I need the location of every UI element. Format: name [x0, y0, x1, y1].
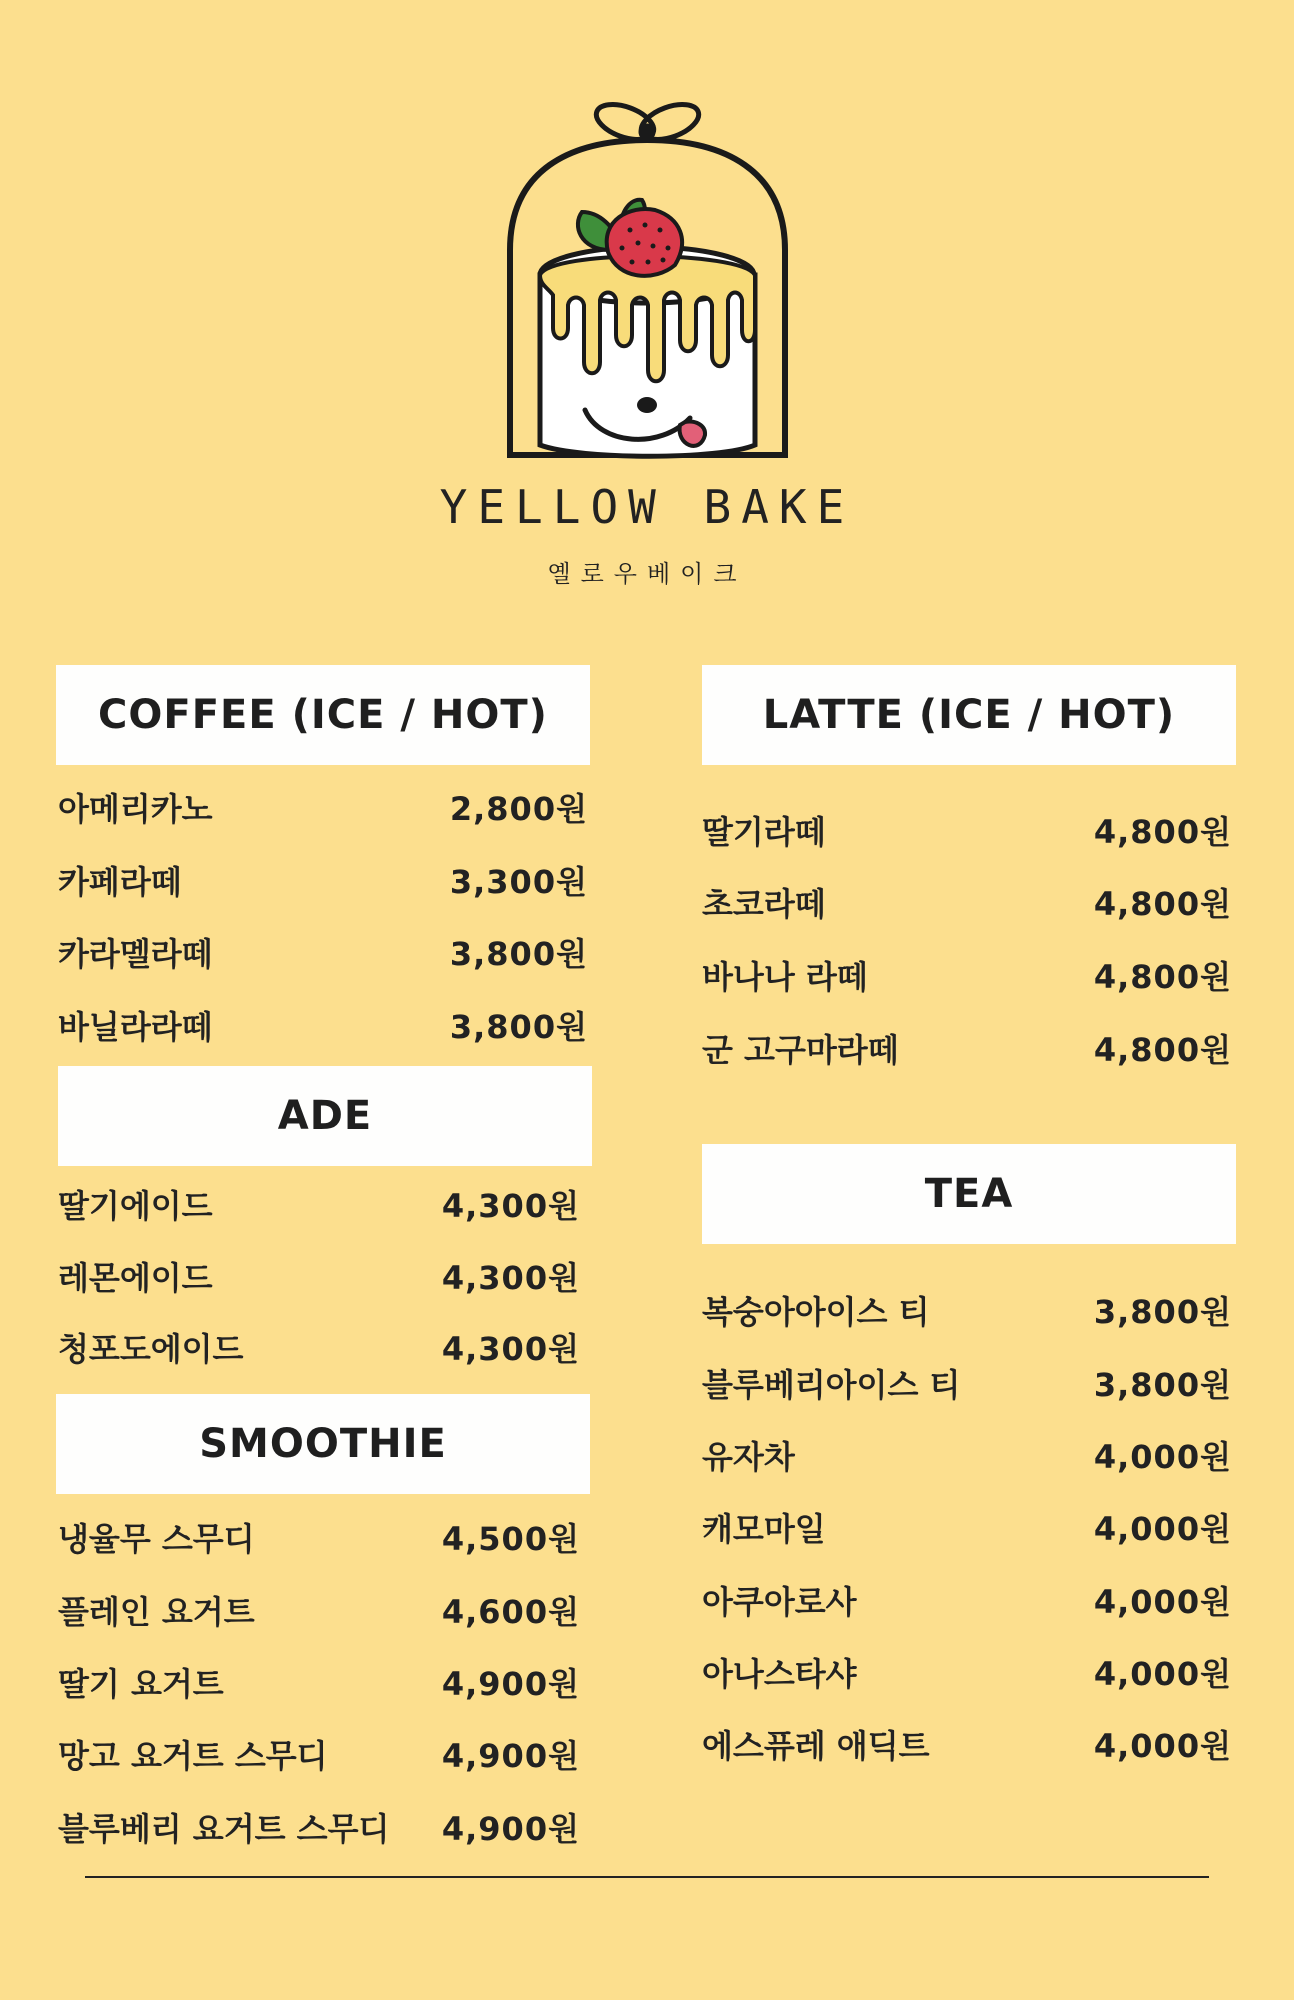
menu-item — [58, 1660, 580, 1704]
menu-item — [702, 1026, 1232, 1070]
menu-item — [58, 785, 588, 829]
item-name: 냉율무 스무디 — [58, 1520, 255, 1558]
brand-name: YELLOW BAKE — [439, 480, 855, 534]
item-price: 3,800원 — [449, 1008, 588, 1046]
item-price: 4,000원 — [1093, 1438, 1232, 1476]
item-price: 4,800원 — [1093, 1031, 1232, 1069]
tea-header: TEA — [702, 1144, 1236, 1244]
item-price: 4,800원 — [1093, 885, 1232, 923]
item-price: 4,000원 — [1093, 1510, 1232, 1548]
item-name: 플레인 요거트 — [58, 1593, 255, 1631]
menu-item — [702, 953, 1232, 997]
menu-item — [702, 808, 1232, 852]
item-price: 4,300원 — [441, 1259, 580, 1297]
footer-divider — [85, 1876, 1209, 1878]
item-price: 2,800원 — [449, 790, 588, 828]
item-name: 카페라떼 — [58, 863, 182, 901]
item-name: 딸기라떼 — [702, 813, 826, 851]
menu-item — [58, 1732, 580, 1776]
item-price: 4,300원 — [441, 1187, 580, 1225]
item-name: 망고 요거트 스무디 — [58, 1737, 328, 1775]
menu-item — [702, 1288, 1232, 1332]
item-price: 4,800원 — [1093, 958, 1232, 996]
item-name: 청포도에이드 — [58, 1330, 244, 1368]
item-price: 4,800원 — [1093, 813, 1232, 851]
menu-item — [58, 858, 588, 902]
item-price: 4,000원 — [1093, 1583, 1232, 1621]
item-name: 유자차 — [702, 1438, 795, 1476]
menu-item — [702, 1650, 1232, 1694]
menu-item — [58, 1182, 580, 1226]
item-name: 캐모마일 — [702, 1510, 826, 1548]
item-name: 에스퓨레 애딕트 — [702, 1727, 930, 1765]
item-price: 4,900원 — [441, 1665, 580, 1703]
menu-item — [702, 880, 1232, 924]
item-price: 4,000원 — [1093, 1655, 1232, 1693]
item-price: 4,900원 — [441, 1737, 580, 1775]
item-name: 블루베리아이스 티 — [702, 1366, 961, 1404]
item-name: 아쿠아로사 — [702, 1583, 857, 1621]
menu-item — [702, 1433, 1232, 1477]
item-name: 군 고구마라떼 — [702, 1031, 899, 1069]
item-price: 4,900원 — [441, 1810, 580, 1848]
item-name: 초코라떼 — [702, 885, 826, 923]
item-price: 3,800원 — [449, 935, 588, 973]
item-name: 딸기 요거트 — [58, 1665, 224, 1703]
brand-name-korean: 옐로우베이크 — [547, 560, 747, 588]
smoothie-header: SMOOTHIE — [56, 1394, 590, 1494]
latte-header: LATTE (ICE / HOT) — [702, 665, 1236, 765]
menu-item — [702, 1578, 1232, 1622]
menu-item — [58, 1805, 580, 1849]
strawberry-icon — [607, 209, 682, 276]
ade-header: ADE — [58, 1066, 592, 1166]
coffee-header: COFFEE (ICE / HOT) — [56, 665, 590, 765]
item-name: 레몬에이드 — [58, 1259, 213, 1297]
item-price: 3,800원 — [1093, 1366, 1232, 1404]
item-name: 복숭아아이스 티 — [702, 1293, 930, 1331]
item-price: 4,600원 — [441, 1593, 580, 1631]
item-name: 딸기에이드 — [58, 1187, 213, 1225]
item-name: 카라멜라떼 — [58, 935, 213, 973]
item-price: 3,800원 — [1093, 1293, 1232, 1331]
menu-item — [58, 930, 588, 974]
item-name: 바나나 라떼 — [702, 958, 868, 996]
item-name: 블루베리 요거트 스무디 — [58, 1810, 390, 1848]
menu-item — [58, 1515, 580, 1559]
item-price: 4,300원 — [441, 1330, 580, 1368]
menu-item — [58, 1254, 580, 1298]
menu-item — [702, 1722, 1232, 1766]
item-name: 아나스타샤 — [702, 1655, 857, 1693]
menu-item — [702, 1505, 1232, 1549]
menu-item — [58, 1325, 580, 1369]
item-name: 바닐라라떼 — [58, 1008, 213, 1046]
item-price: 3,300원 — [449, 863, 588, 901]
menu-item — [58, 1588, 580, 1632]
menu-item — [702, 1361, 1232, 1405]
item-price: 4,000원 — [1093, 1727, 1232, 1765]
item-price: 4,500원 — [441, 1520, 580, 1558]
yellow-bake-logo — [490, 100, 810, 480]
item-name: 아메리카노 — [58, 790, 213, 828]
menu-item — [58, 1003, 588, 1047]
